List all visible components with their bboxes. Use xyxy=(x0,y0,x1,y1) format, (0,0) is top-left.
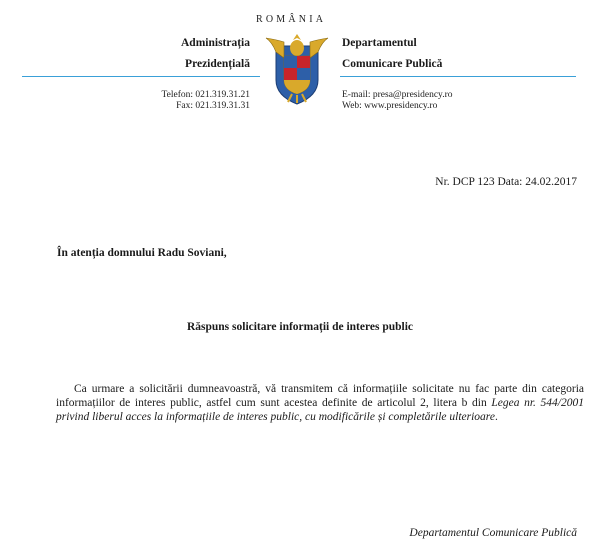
subject-line: Răspuns solicitare informații de interes public xyxy=(186,321,414,333)
body-text-start: Ca urmare a solicitării dumneavoastră, vă transmitem că informațiile solicitate nu fac parte din categoria informațiilor de interes public, astfel cum sunt acestea definite de articolul 2, litera b din xyxy=(56,383,584,409)
body-paragraph xyxy=(56,382,584,424)
website-address[interactable]: Web: www.presidency.ro xyxy=(342,101,438,111)
romanian-coat-of-arms-icon xyxy=(262,28,332,106)
fax-number: Fax: 021.319.31.31 xyxy=(176,101,250,111)
institution-name-line1: Administrația xyxy=(181,37,250,49)
law-reference: Legea nr. 544/2001 privind liberul acces la informațiile de interes public, cu modificările și completările ulterioare xyxy=(56,397,585,423)
header-divider-right xyxy=(340,76,576,77)
email-address[interactable]: E-mail: presa@presidency.ro xyxy=(342,90,453,100)
phone-number: Telefon: 021.319.31.21 xyxy=(161,90,250,100)
institution-name-line2: Prezidențială xyxy=(185,58,250,70)
country-name: ROMÂNIA xyxy=(256,14,327,25)
department-name-line2: Comunicare Publică xyxy=(342,58,443,70)
reference-number: Nr. DCP 123 Data: 24.02.2017 xyxy=(435,176,577,188)
addressee-line: În atenția domnului Radu Soviani, xyxy=(57,247,227,259)
header-divider-left xyxy=(22,76,260,77)
department-name-line1: Departamentul xyxy=(342,37,417,49)
signature-department: Departamentul Comunicare Publică xyxy=(409,527,577,539)
body-text-end: . xyxy=(494,411,498,423)
contact-email-web xyxy=(342,90,452,112)
contact-phone-fax xyxy=(161,90,250,112)
